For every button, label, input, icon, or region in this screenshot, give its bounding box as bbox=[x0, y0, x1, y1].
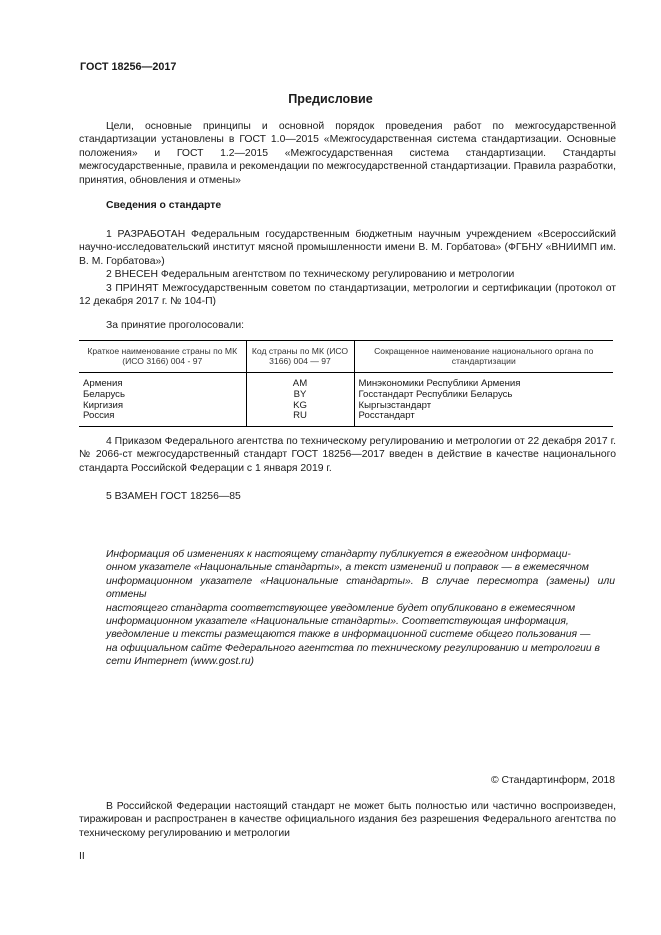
table-row bbox=[79, 390, 613, 401]
table-cell-country: Армения bbox=[83, 378, 123, 390]
standard-info-list bbox=[79, 228, 616, 308]
voted-label: За принятие проголосовали: bbox=[106, 320, 245, 331]
table-header-code: Код страны по МК (ИСО 3166) 004 — 97 bbox=[246, 341, 354, 373]
notice-line: сети Интернет (www.gost.ru) bbox=[106, 656, 254, 668]
table-header-country: Краткое наименование страны по МК (ИСО 3166) 004 - 97 bbox=[79, 341, 246, 373]
page-number: II bbox=[79, 851, 85, 862]
adoption-order bbox=[79, 435, 616, 475]
info-item-1: 1 РАЗРАБОТАН Федеральным государственным бюджетным научным учреждением «Всероссийский научно-исследовательский институт мясной промышленности имени В. М. Горбатова» (ФГБНУ «ВНИИМП им. В. М. Горбатова») bbox=[79, 229, 616, 267]
table-cell-body: Кыргызстандарт bbox=[354, 401, 613, 412]
table-cell-country: Беларусь bbox=[83, 389, 125, 400]
table-cell-code: BY bbox=[246, 390, 354, 401]
intro-text: Цели, основные принципы и основной порядок проведения работ по межгосударственной стандартизации установлены в ГОСТ 1.0—2015 «Межгосударственная система стандартизации. Основные положения» и ГОСТ 1.2—2015 «Межгосударственная система стандартизации. Стандарты межгосударственные, правила и рекомендации по межгосударственной стандартизации. Правила разработки, принятия, обновления и отмены» bbox=[79, 121, 616, 186]
notice-line: информационном указателе «Национальные стандарты». В случае пересмотра (замены) или отмены bbox=[106, 575, 615, 601]
notice-line: информационном указателе «Национальные стандарты». Соответствующая информация, bbox=[106, 616, 569, 628]
table-row bbox=[79, 373, 613, 390]
legal-text: В Российской Федерации настоящий стандарт не может быть полностью или частично воспроизведен, тиражирован и распространен в качестве официального издания без разрешения Федерального агентства по техническому регулированию и метрологии bbox=[79, 801, 616, 839]
document-header: ГОСТ 18256—2017 bbox=[80, 61, 177, 73]
notice-line: на официальном сайте Федерального агентства по техническому регулированию и метрологии в bbox=[106, 642, 600, 654]
table-row bbox=[79, 401, 613, 412]
table-header-row bbox=[79, 341, 613, 373]
info-item-3: 3 ПРИНЯТ Межгосударственным советом по стандартизации, метрологии и сертификации (протокол от 12 декабря 2017 г. № 104-П) bbox=[79, 282, 616, 308]
table-cell-code: AM bbox=[246, 373, 354, 390]
table-cell-country: Россия bbox=[79, 411, 246, 426]
notice-line: настоящего стандарта соответствующее уведомление будет опубликовано в ежемесячном bbox=[106, 602, 576, 614]
section-title: Предисловие bbox=[288, 92, 373, 106]
info-item-5: 5 ВЗАМЕН ГОСТ 18256—85 bbox=[106, 491, 241, 502]
table-cell-body: Росстандарт bbox=[354, 411, 613, 426]
notice-line: онном указателе «Национальные стандарты», а текст изменений и поправок — в ежемесячном bbox=[106, 562, 589, 574]
amendments-notice bbox=[106, 548, 615, 669]
table-header-body: Сокращенное наименование национального органа по стандартизации bbox=[354, 341, 613, 373]
table-cell-body: Госстандарт Республики Беларусь bbox=[354, 390, 613, 401]
legal-notice bbox=[79, 800, 616, 840]
info-heading: Сведения о стандарте bbox=[106, 200, 222, 211]
table-cell-country: Киргизия bbox=[83, 399, 124, 411]
table-cell-code: RU bbox=[246, 411, 354, 426]
notice-line: Информация об изменениях к настоящему стандарту публикуется в ежегодном информаци- bbox=[106, 549, 571, 560]
info-item-2: 2 ВНЕСЕН Федеральным агентством по техническому регулированию и метрологии bbox=[106, 269, 515, 281]
intro-paragraph bbox=[79, 120, 616, 187]
notice-line: уведомление и тексты размещаются также в информационной системе общего пользования — bbox=[106, 629, 591, 641]
table-cell-body: Минэкономики Республики Армения bbox=[354, 373, 613, 390]
table-row bbox=[79, 411, 613, 426]
voting-table bbox=[79, 340, 613, 427]
copyright: © Стандартинформ, 2018 bbox=[490, 775, 615, 786]
table-cell-code: KG bbox=[246, 401, 354, 412]
info-item-4: 4 Приказом Федерального агентства по техническому регулированию и метрологии от 22 декабря 2017 г. № 2066-ст межгосударственный стандарт ГОСТ 18256—2017 введен в действие в качестве национального стандарта Российской Федерации с 1 января 2019 г. bbox=[79, 436, 616, 474]
